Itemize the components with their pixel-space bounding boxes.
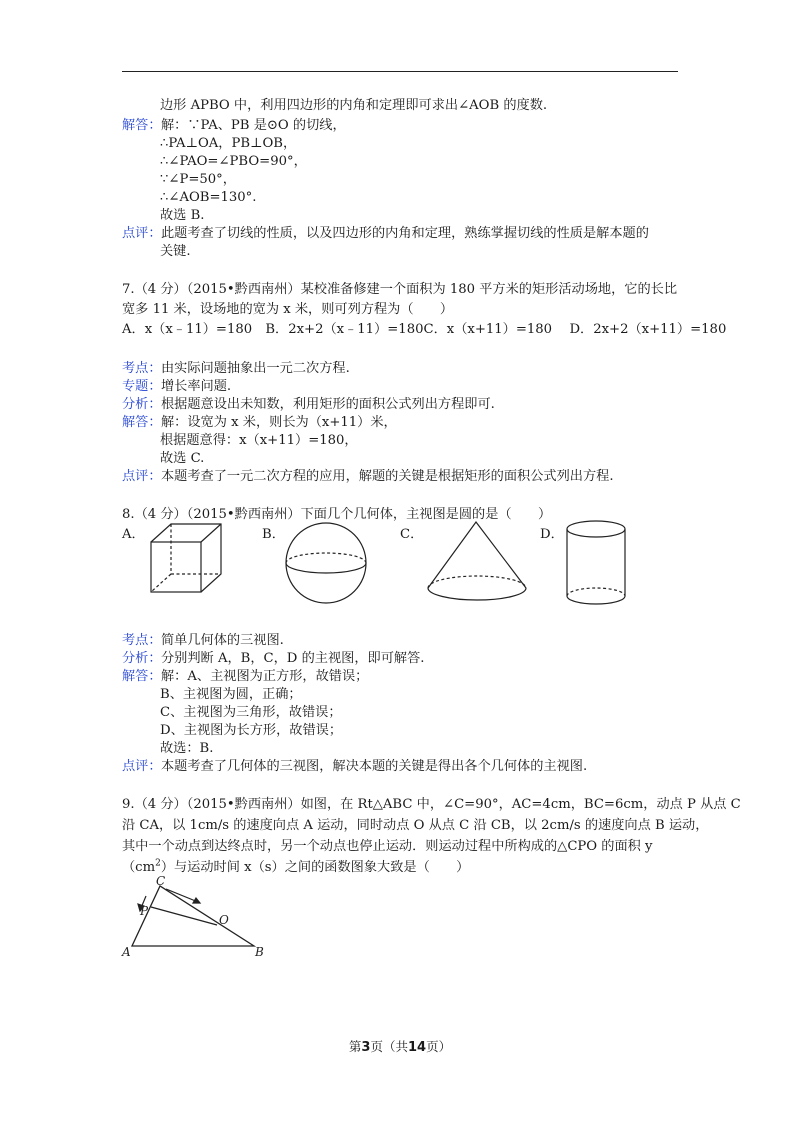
q6-answer-label: 解答： bbox=[122, 118, 162, 133]
q8-fenxi-label: 分析： bbox=[122, 651, 162, 666]
q7-fenxi-label: 分析： bbox=[122, 397, 162, 412]
page-footer: 第3页（共14页） bbox=[348, 1039, 452, 1055]
q9-stem: 其中一个动点到达终点时，另一个动点也停止运动．则运动过程中所构成的△CPO 的面积 y bbox=[122, 839, 653, 854]
q7-stem: 7.（4 分）（2015•黔西南州）某校准备修建一个面积为 180 平方米的矩形活动场地，它的长比 bbox=[122, 282, 678, 297]
cube-icon bbox=[145, 520, 225, 596]
q8-kaodian-label: 考点： bbox=[122, 633, 162, 648]
q6-comment-line: 关键. bbox=[160, 244, 191, 259]
q8-option-a: A． bbox=[122, 527, 145, 542]
q8-fenxi: 分别判断 A，B，C，D 的主视图，即可解答. bbox=[161, 651, 425, 666]
q7-kaodian-label: 考点： bbox=[122, 361, 162, 376]
q6-answer-line: 解：∵PA、PB 是⊙O 的切线， bbox=[161, 118, 346, 133]
q8-option-b: B． bbox=[262, 527, 285, 542]
q8-answer-label: 解答： bbox=[122, 669, 162, 684]
q8-stem: 8.（4 分）（2015•黔西南州）下面几个几何体，主视图是圆的是（ ） bbox=[122, 507, 552, 522]
q7-answer-line: 根据题意得：x（x+11）=180， bbox=[160, 433, 358, 448]
q6-answer-line: ∵∠P=50°， bbox=[160, 172, 236, 187]
q7-fenxi: 根据题意设出未知数，利用矩形的面积公式列出方程即可. bbox=[161, 397, 495, 412]
q6-answer-line: ∴∠PAO=∠PBO=90°， bbox=[160, 154, 307, 169]
q6-answer-line: ∴∠AOB=130°. bbox=[160, 190, 257, 205]
q7-kaodian: 由实际问题抽象出一元二次方程. bbox=[161, 361, 350, 376]
q7-answer-label: 解答： bbox=[122, 415, 162, 430]
q9-stem: 沿 CA，以 1cm/s 的速度向点 A 运动，同时动点 O 从点 C 沿 CB，以 2cm/s 的速度向点 B 运动， bbox=[122, 818, 709, 833]
q7-comment: 本题考查了一元二次方程的应用，解题的关键是根据矩形的面积公式列出方程. bbox=[161, 469, 614, 484]
q7-stem: 宽多 11 米，设场地的宽为 x 米，则可列方程为（ ） bbox=[122, 302, 454, 317]
triangle-figure bbox=[118, 876, 268, 960]
label-b: B bbox=[255, 945, 264, 959]
q6-answer-line: ∴PA⊥OA，PB⊥OB， bbox=[160, 136, 297, 151]
q7-zhuanti: 增长率问题. bbox=[161, 379, 232, 394]
q6-analysis-cont: 边形 APBO 中，利用四边形的内角和定理即可求出∠AOB 的度数. bbox=[160, 98, 548, 113]
q7-comment-label: 点评： bbox=[122, 469, 162, 484]
q8-comment: 本题考查了几何体的三视图，解决本题的关键是得出各个几何体的主视图. bbox=[161, 759, 588, 774]
q8-answer-line: D、主视图为长方形，故错误； bbox=[160, 723, 343, 738]
cylinder-icon bbox=[564, 518, 628, 610]
q9-stem: 9.（4 分）（2015•黔西南州）如图，在 Rt△ABC 中，∠C=90°，AC=4cm，BC=6cm，动点 P 从点 C bbox=[122, 797, 741, 812]
q6-comment-label: 点评： bbox=[122, 226, 162, 241]
q7-options: A．x（x﹣11）=180 B．2x+2（x﹣11）=180C．x（x+11）=180 D．2x+2（x+11）=180 bbox=[122, 322, 727, 337]
q8-answer-line: C、主视图为三角形，故错误； bbox=[160, 705, 342, 720]
label-o: O bbox=[219, 913, 229, 927]
q8-answer-line: 故选：B. bbox=[160, 741, 214, 756]
sphere-icon bbox=[283, 520, 369, 606]
header-rule bbox=[122, 71, 678, 72]
q8-answer-line: 解：A、主视图为正方形，故错误； bbox=[161, 669, 369, 684]
q8-answer-line: B、主视图为圆，正确； bbox=[160, 687, 302, 702]
q8-option-d: D． bbox=[540, 527, 564, 542]
q9-stem-last: $(cm^2)$与运动时间 x（s）之间的函数图象大致是（ ） bbox=[122, 858, 470, 875]
q7-zhuanti-label: 专题： bbox=[122, 379, 162, 394]
label-a: A bbox=[122, 945, 131, 959]
q7-answer-line: 解：设宽为 x 米，则长为（x+11）米， bbox=[161, 415, 397, 430]
cone-icon bbox=[424, 518, 530, 604]
q8-comment-label: 点评： bbox=[122, 759, 162, 774]
q6-answer-line: 故选 B. bbox=[160, 208, 205, 223]
label-c: C bbox=[156, 876, 166, 888]
q6-comment-line: 此题考查了切线的性质，以及四边形的内角和定理，熟练掌握切线的性质是解本题的 bbox=[161, 226, 649, 241]
label-p: P bbox=[140, 904, 149, 918]
q8-option-c: C． bbox=[400, 527, 424, 542]
q7-answer-line: 故选 C. bbox=[160, 451, 205, 466]
q8-kaodian: 简单几何体的三视图. bbox=[161, 633, 284, 648]
